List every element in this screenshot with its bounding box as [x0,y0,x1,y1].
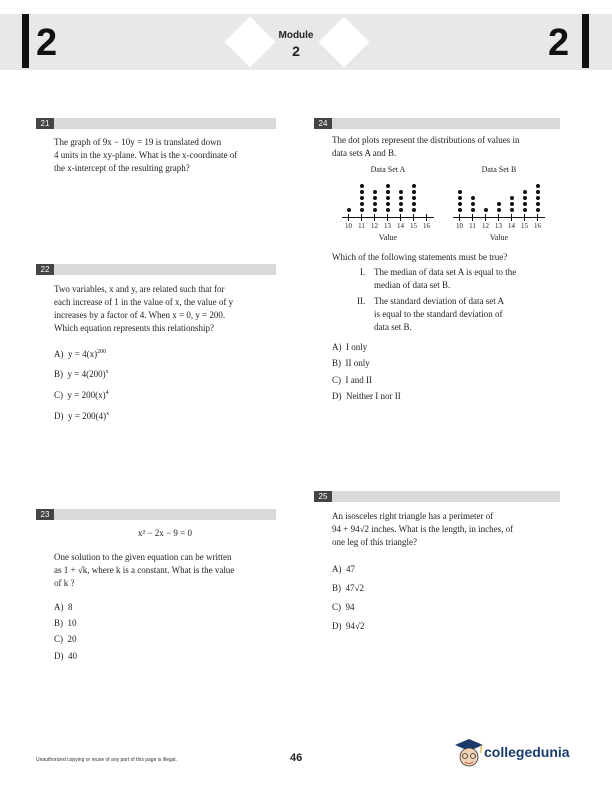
data-dot [386,190,390,194]
q22-option-c[interactable] [54,387,109,402]
option-letter: C) [332,602,341,612]
tick-mark [511,214,512,221]
data-dot [510,202,514,206]
module-label: Module [278,30,314,41]
graduate-mascot-icon [454,737,484,771]
dot-plot-a [340,165,440,245]
q21-bar [36,118,276,129]
tick-label: 10 [456,222,463,230]
q24-option-c[interactable] [332,374,372,387]
tick-mark [387,214,388,221]
data-dot [399,208,403,212]
module-number: 2 [292,43,300,59]
tick-label: 16 [423,222,430,230]
q24-option-d[interactable] [332,390,401,403]
option-letter: D) [332,621,342,631]
data-dot [536,190,540,194]
statement-line: The standard deviation of data set A [374,296,504,306]
data-dot [360,208,364,212]
tick-label: 13 [384,222,391,230]
option-letter: A) [54,602,64,612]
data-dot [510,196,514,200]
data-dot [510,208,514,212]
data-dot [373,202,377,206]
option-letter: C) [54,390,63,400]
option-text: y = 200(4) [68,411,107,421]
data-dot [523,196,527,200]
tick-label: 15 [410,222,417,230]
tick-mark [524,214,525,221]
q25-option-c[interactable] [332,601,355,614]
dot-plot-xlabel: Value [489,233,509,242]
statement-number: I. [360,267,366,277]
option-exponent: x [106,411,110,417]
tick-mark [537,214,538,221]
option-letter: B) [54,369,63,379]
q25-line: one leg of this triangle? [332,537,417,547]
dot-plot-axis [453,217,545,218]
tick-mark [400,214,401,221]
option-text: y = 200(x) [67,390,106,400]
data-dot [484,208,488,212]
data-dot [536,208,540,212]
q22-line: each increase of 1 in the value of x, the value of y [54,297,234,307]
option-letter: D) [54,651,64,661]
tick-label: 11 [358,222,365,230]
data-dot [536,184,540,188]
q24-option-b[interactable] [332,357,370,370]
tick-mark [498,214,499,221]
tick-label: 14 [397,222,404,230]
tick-mark [459,214,460,221]
data-dot [458,208,462,212]
data-dot [412,190,416,194]
q24-statement-1 [360,266,560,292]
tick-label: 11 [469,222,476,230]
option-text: Neither I nor II [346,391,401,401]
data-dot [523,208,527,212]
q24-number: 24 [314,118,332,129]
tick-mark [348,214,349,221]
q22-text [54,283,276,335]
data-dot [458,202,462,206]
tick-label: 16 [534,222,541,230]
option-letter: D) [332,391,342,401]
option-text: 20 [67,634,77,644]
data-dot [399,196,403,200]
brand-name: collegedunia [484,744,570,760]
option-text: 47 [346,564,355,574]
q24-question: Which of the following statements must be true? [332,252,508,262]
option-text: 47√2 [345,583,364,593]
copyright-notice: Unauthorized copying or reuse of any part of this page is illegal. [36,757,177,763]
q25-bar [314,491,560,502]
option-text: I and II [345,375,372,385]
statement-line: is equal to the standard deviation of [374,309,503,319]
data-dot [360,196,364,200]
q23-option-a[interactable] [54,601,73,614]
q25-number: 25 [314,491,332,502]
q22-option-a[interactable] [54,346,106,361]
dot-plot-title: Data Set B [481,165,517,174]
q23-line: as 1 + √k, where k is a constant. What is the value [54,565,235,575]
q25-text [332,510,560,549]
data-dot [399,202,403,206]
tick-label: 13 [495,222,502,230]
q24-line: The dot plots represent the distributions of values in [332,135,520,145]
q22-number: 22 [36,264,54,275]
data-dot [360,184,364,188]
data-dot [536,202,540,206]
data-dot [471,208,475,212]
q21-line: 4 units in the xy-plane. What is the x-coordinate of [54,150,238,160]
option-letter: A) [332,564,342,574]
data-dot [386,202,390,206]
option-letter: B) [332,583,341,593]
data-dot [360,202,364,206]
data-dot [373,190,377,194]
option-text: I only [346,342,368,352]
q22-option-d[interactable] [54,408,109,423]
option-letter: D) [54,411,64,421]
tick-mark [413,214,414,221]
option-text: 40 [68,651,77,661]
q24-option-a[interactable] [332,341,367,354]
q23-number: 23 [36,509,54,520]
q25-option-d[interactable] [332,620,364,633]
tick-label: 14 [508,222,515,230]
q21-number: 21 [36,118,54,129]
data-dot [536,196,540,200]
q22-bar [36,264,276,275]
page-number: 46 [290,752,303,764]
data-dot [386,208,390,212]
data-dot [412,184,416,188]
q23-bar [36,509,276,520]
dot-plot-title: Data Set A [370,165,406,174]
tick-label: 12 [482,222,489,230]
q22-option-b[interactable] [54,366,109,381]
q23-option-d[interactable] [54,650,77,663]
statement-line: median of data set B. [374,280,451,290]
q22-line: Two variables, x and y, are related such that for [54,284,225,294]
right-header-bar [582,14,589,68]
dot-plot-xlabel: Value [378,233,398,242]
data-dot [458,190,462,194]
option-letter: A) [332,342,342,352]
tick-mark [426,214,427,221]
dot-plot-b [451,165,551,245]
data-dot [347,208,351,212]
q24-bar [314,118,560,129]
data-dot [497,208,501,212]
option-text: y = 4(200) [67,369,106,379]
q25-line: An isosceles right triangle has a perimeter of [332,511,494,521]
left-module-number: 2 [36,22,58,64]
option-exponent: x [105,369,109,375]
q23-line: of k ? [54,578,75,588]
data-dot [523,202,527,206]
q24-statement-2 [357,295,560,334]
q21-text [54,136,274,175]
data-dot [373,208,377,212]
data-dot [412,208,416,212]
q23-option-b[interactable] [54,617,77,630]
q23-line: One solution to the given equation can be written [54,552,232,562]
q23-equation: x² − 2x − 9 = 0 [138,528,192,538]
q24-line: data sets A and B. [332,148,397,158]
left-header-bar [22,14,29,68]
q22-line: increases by a factor of 4. When x = 0, y = 200. [54,310,226,320]
option-text: II only [345,358,370,368]
option-letter: A) [54,349,64,359]
tick-mark [361,214,362,221]
tick-label: 15 [521,222,528,230]
data-dot [399,190,403,194]
tick-mark [485,214,486,221]
data-dot [360,190,364,194]
tick-label: 12 [371,222,378,230]
q24-text [332,134,560,160]
q22-line: Which equation represents this relationship? [54,323,214,333]
option-text: 94√2 [346,621,365,631]
q25-line: 94 + 94√2 inches. What is the length, in inches, of [332,524,514,534]
q21-line: the x-intercept of the resulting graph? [54,163,190,173]
q21-line: The graph of 9x − 10y = 19 is translated down [54,137,222,147]
data-dot [471,202,475,206]
option-letter: B) [332,358,341,368]
data-dot [386,184,390,188]
option-text: 94 [345,602,355,612]
data-dot [471,196,475,200]
data-dot [458,196,462,200]
brand-logo [454,737,484,776]
option-letter: C) [332,375,341,385]
data-dot [373,196,377,200]
tick-mark [472,214,473,221]
tick-label: 10 [345,222,352,230]
statement-number: II. [357,296,366,306]
option-letter: B) [54,618,63,628]
option-exponent: 4 [105,390,109,396]
q25-option-a[interactable] [332,563,355,576]
dot-plot-axis [342,217,434,218]
tick-mark [374,214,375,221]
statement-line: The median of data set A is equal to the [374,267,517,277]
option-text: 8 [68,602,73,612]
option-text: 10 [67,618,77,628]
data-dot [523,190,527,194]
right-module-number: 2 [548,22,570,64]
q23-option-c[interactable] [54,633,77,646]
option-exponent: 200 [97,349,107,355]
q23-text [54,551,276,590]
option-letter: C) [54,634,63,644]
data-dot [412,202,416,206]
data-dot [412,196,416,200]
statement-line: data set B. [374,322,412,332]
header-band [0,14,612,70]
option-text: y = 4(x) [68,349,98,359]
data-dot [497,202,501,206]
data-dot [386,196,390,200]
q25-option-b[interactable] [332,582,364,595]
